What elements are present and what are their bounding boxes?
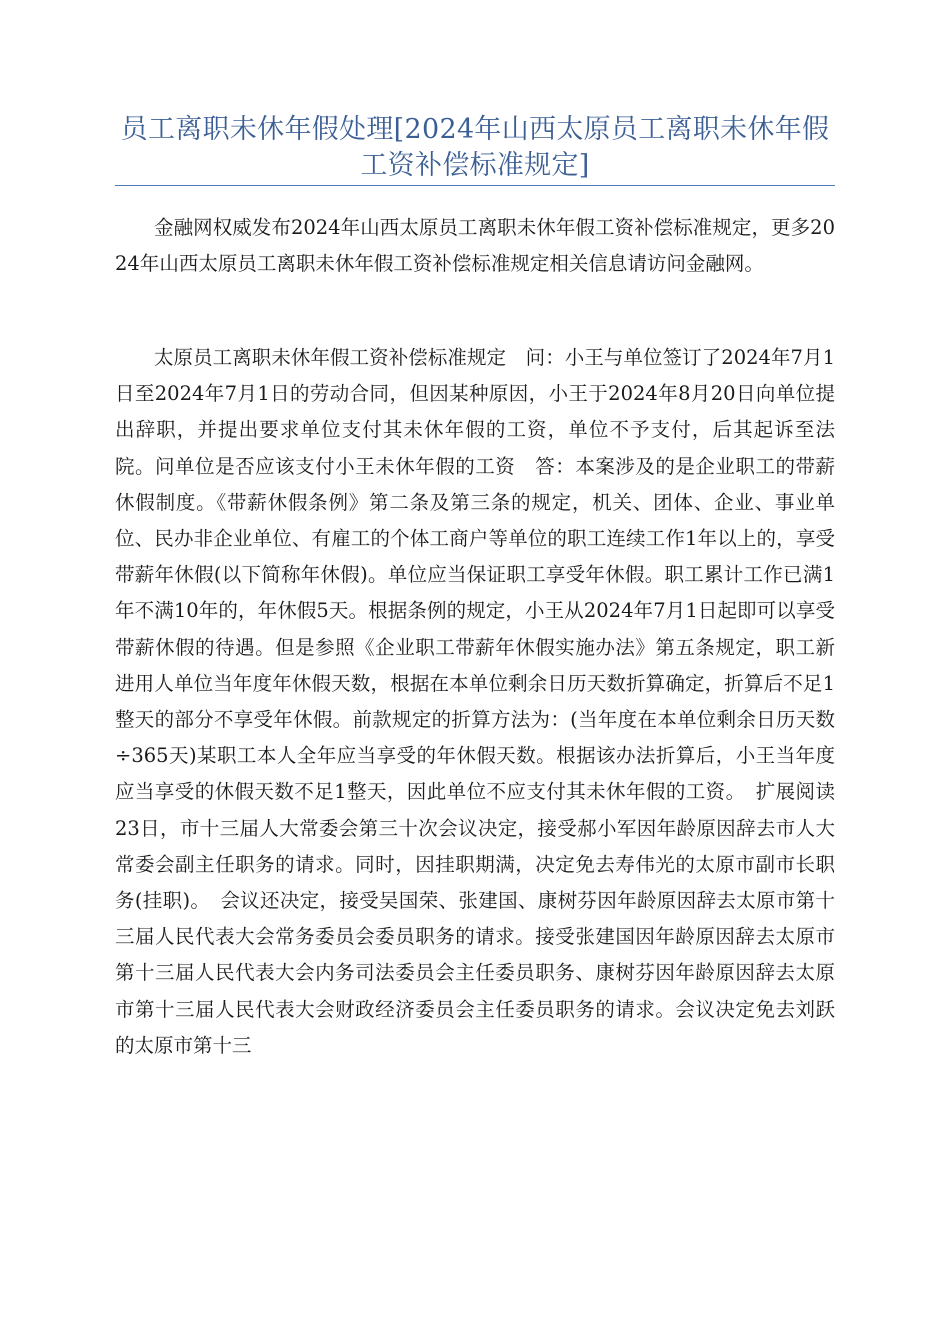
- paragraph-main: 太原员工离职未休年假工资补偿标准规定 问：小王与单位签订了2024年7月1日至2024年7月1日的劳动合同，但因某种原因，小王于2024年8月20日向单位提出辞职，并提出要求单位支付其未休年假的工资，单位不予支付，后其起诉至法院。问单位是否应该支付小王未休年假的工资 答：本案涉及的是企业职工的带薪休假制度。《带薪休假条例》第二条及第三条的规定，机关、团体、企业、事业单位、民办非企业单位、有雇工的个体工商户等单位的职工连续工作1年以上的，享受带薪年休假(以下简称年休假)。单位应当保证职工享受年休假。职工累计工作已满1年不满10年的，年休假5天。根据条例的规定，小王从2024年7月1日起即可以享受带薪休假的待遇。但是参照《企业职工带薪年休假实施办法》第五条规定，职工新进用人单位当年度年休假天数，根据在本单位剩余日历天数折算确定，折算后不足1整天的部分不享受年休假。前款规定的折算方法为：(当年度在本单位剩余日历天数÷365天)某职工本人全年应当享受的年休假天数。根据该办法折算后，小王当年度应当享受的休假天数不足1整天，因此单位不应支付其未休年假的工资。 扩展阅读 23日，市十三届人大常委会第三十次会议决定，接受郝小军因年龄原因辞去市人大常委会副主任职务的请求。同时，因挂职期满，决定免去寿伟光的太原市副市长职务(挂职)。 会议还决定，接受吴国荣、张建国、康树芬因年龄原因辞去太原市第十三届人民代表大会常务委员会委员职务的请求。接受张建国因年龄原因辞去太原市第十三届人民代表大会内务司法委员会主任委员职务、康树芬因年龄原因辞去太原市第十三届人民代表大会财政经济委员会主任委员职务的请求。会议决定免去刘跃的太原市第十三: [115, 346, 855, 1057]
- document-title: 员工离职未休年假处理[2024年山西太原员工离职未休年假工资补偿标准规定]: [120, 114, 830, 181]
- title-underline: [115, 185, 835, 186]
- paragraph-intro: 金融网权威发布2024年山西太原员工离职未休年假工资补偿标准规定，更多2024年山西太原员工离职未休年假工资补偿标准规定相关信息请访问金融网。: [115, 216, 835, 276]
